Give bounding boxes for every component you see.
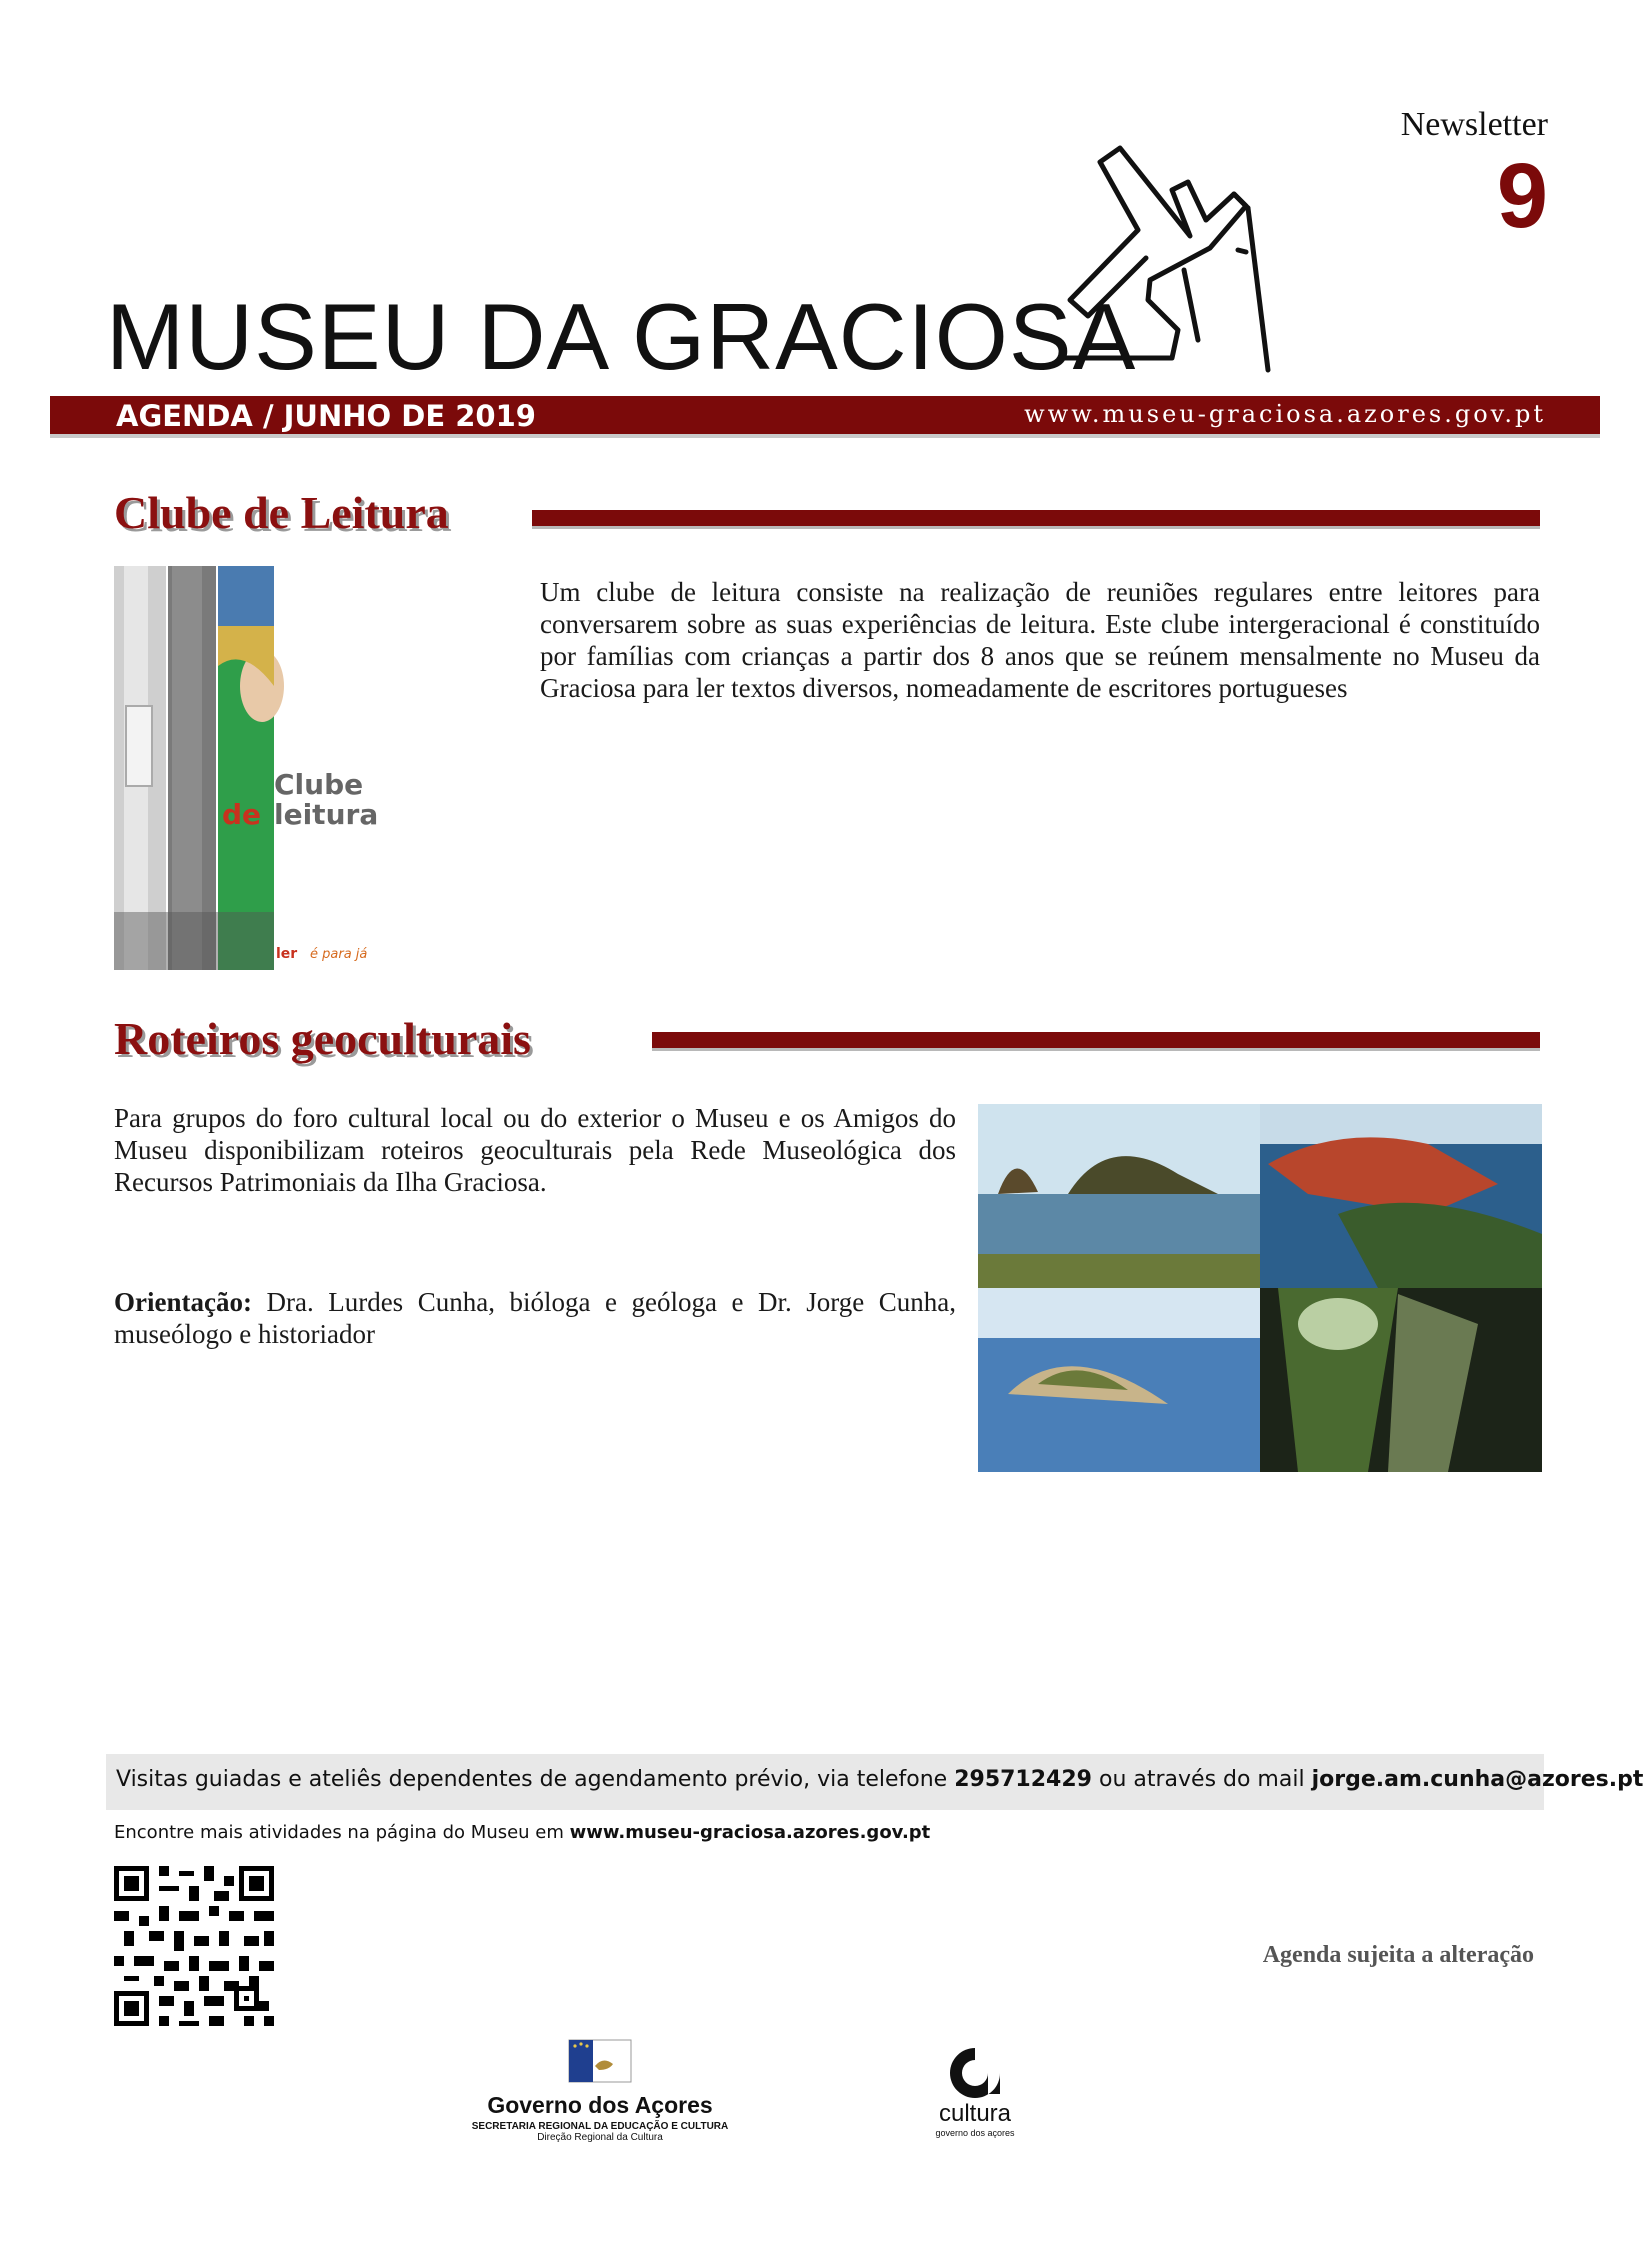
orientacao-label: Orientação:: [114, 1287, 252, 1317]
contact-info-text: [116, 1767, 1643, 1792]
find-more-text: [114, 1822, 930, 1843]
clube-image-tagline-a: ler: [276, 946, 298, 962]
gov-secretaria: SECRETARIA REGIONAL DA EDUCAÇÃO E CULTURA: [471, 2121, 729, 2132]
clube-description: Um clube de leitura consiste na realização de reuniões regulares entre leitores para conversarem sobre as suas experiências de leitura. Este clube intergeracional é constituído por famílias com crianças a partir dos 8 anos que se reúnem mensalmente no Museu da Graciosa para ler textos diversos, nomeadamente de escritores portugueses: [540, 577, 1540, 703]
clube-image-line2: leitura: [274, 798, 379, 831]
clube-heading-rule: [532, 510, 1540, 526]
clube-image-line1: Clube: [274, 768, 364, 801]
clube-leitura-image: [114, 566, 390, 970]
roteiros-orientacao: [114, 1286, 956, 1350]
gov-name: Governo dos Açores: [487, 2092, 713, 2118]
newsletter-number: 9: [1496, 145, 1548, 247]
governo-acores-logo: [440, 2040, 760, 2143]
cultura-symbol-icon: [944, 2044, 1006, 2098]
clube-heading: Clube de Leitura: [114, 487, 449, 538]
roteiros-description: Para grupos do foro cultural local ou do exterior o Museu e os Amigos do Museu disponibilizam roteiros geoculturais pela Rede Museológica dos Recursos Patrimoniais da Ilha Graciosa.: [114, 1103, 956, 1197]
info-prefix: Visitas guiadas e ateliês dependentes de agendamento prévio, via telefone: [116, 1767, 955, 1792]
page-title: MUSEU DA GRACIOSA: [106, 284, 1137, 389]
newsletter-label: Newsletter: [1400, 106, 1548, 143]
find-prefix: Encontre mais atividades na página do Museu em: [114, 1822, 570, 1843]
roteiros-heading: Roteiros geoculturais: [114, 1013, 531, 1064]
cultura-logo: [920, 2044, 1030, 2138]
contact-phone[interactable]: 295712429: [954, 1767, 1092, 1792]
orientacao-text: Dra. Lurdes Cunha, bióloga e geóloga e Dr. Jorge Cunha, museólogo e historiador: [114, 1287, 956, 1349]
clube-image-tagline-b: é para já: [310, 947, 368, 962]
cultura-word: cultura: [938, 2100, 1012, 2127]
acores-flag-icon: [569, 2040, 631, 2082]
gov-direcao: Direção Regional da Cultura: [537, 2132, 663, 2143]
qr-code[interactable]: [114, 1866, 274, 2026]
roteiros-heading-rule: [652, 1032, 1540, 1048]
clube-image-de: de: [222, 798, 262, 831]
agenda-date: AGENDA / JUNHO DE 2019: [116, 399, 536, 433]
banner-shadow: [50, 434, 1600, 438]
contact-email[interactable]: jorge.am.cunha@azores.pt: [1311, 1767, 1643, 1792]
museum-website-link[interactable]: www.museu-graciosa.azores.gov.pt: [1024, 400, 1546, 428]
geocultural-photo-collage: [978, 1104, 1542, 1472]
find-more-link[interactable]: www.museu-graciosa.azores.gov.pt: [569, 1822, 931, 1843]
agenda-disclaimer: Agenda sujeita a alteração: [1262, 1942, 1534, 1968]
info-middle: ou através do mail: [1091, 1767, 1312, 1792]
cultura-sub: governo dos açores: [935, 2128, 1015, 2138]
